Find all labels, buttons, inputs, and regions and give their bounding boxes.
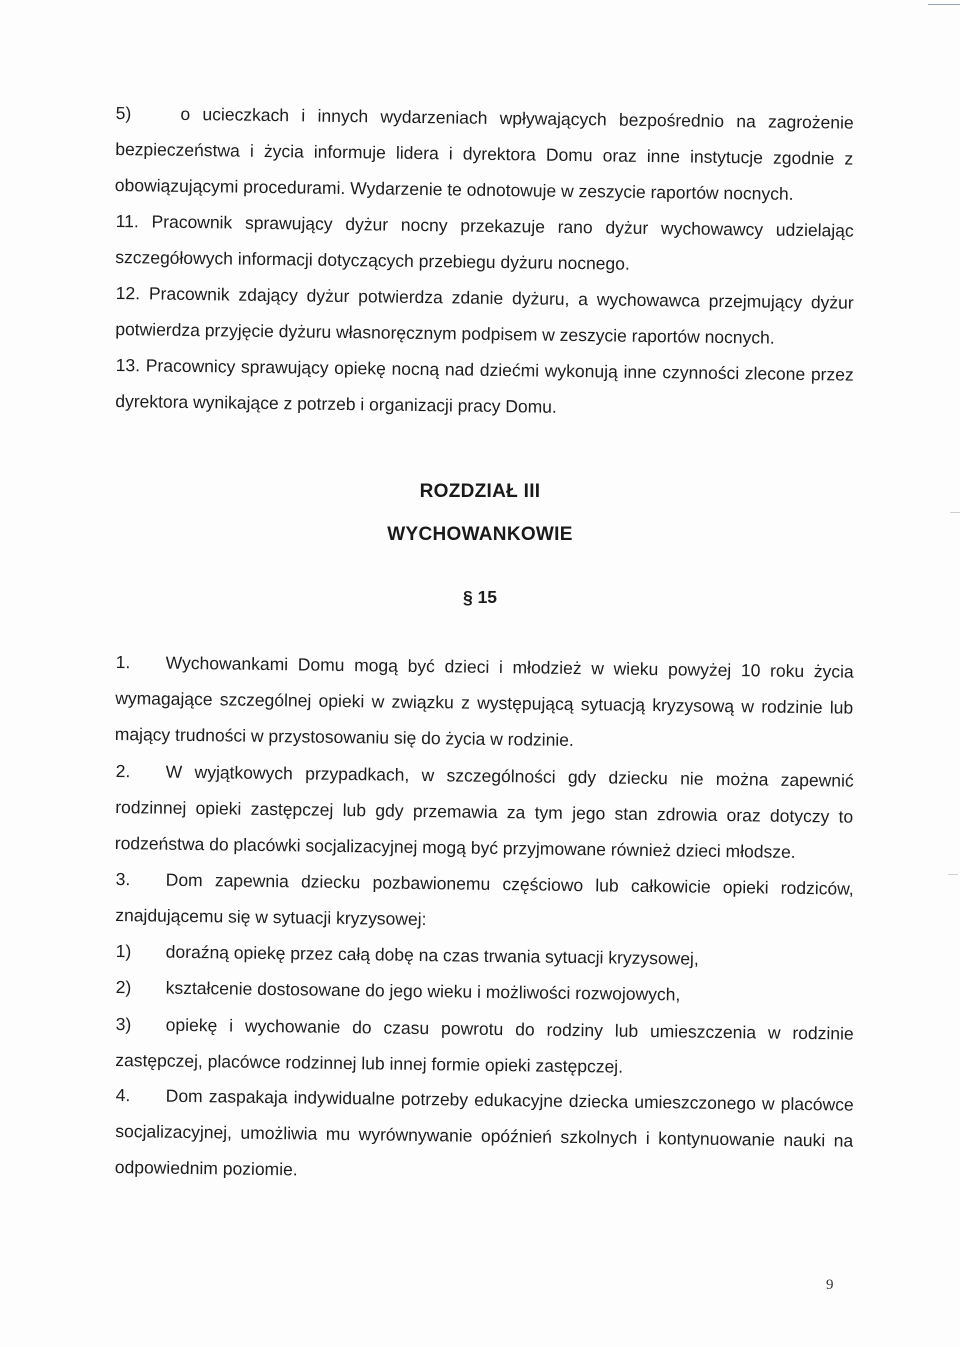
list-label: 3) xyxy=(115,1013,132,1035)
scan-edge-mark xyxy=(948,874,958,875)
paragraph-text: Dom zaspakaja indywidualne potrzeby edukacyjne dziecka umieszczonego w placówce socjalizacyjnej, umożliwia mu wyrównywanie opóźnień szkolnych i kontynuowanie nauki na odpowiednim poziomie. xyxy=(114,1085,854,1180)
list-text: opiekę i wychowanie do czasu powrotu do rodziny lub umieszczenia w rodzinie zastępczej, placówce rodzinnej lub innej formie opieki zastępczej. xyxy=(115,1014,854,1077)
list-item-3 xyxy=(115,1006,854,1088)
paragraph-text: Dom zapewnia dziecku pozbawionemu częściowo lub całkowicie opieki rodziców, znajdującemu się w sytuacji kryzysowej: xyxy=(115,869,854,930)
chapter-number: ROZDZIAŁ III xyxy=(419,481,541,502)
paragraph-label: 4. xyxy=(115,1084,131,1106)
paragraph-text: Wychowankami Domu mogą być dzieci i młodzież w wieku powyżej 10 roku życia wymagające szczególnej opieki w związku z występującą sytuacją kryzysową w rodzinie lub mający trudności w przystosowaniu się do życia w rodzinie. xyxy=(114,652,854,751)
paragraph-text: W wyjątkowych przypadkach, w szczególności gdy dziecku nie można zapewnić rodzinnej opieki zastępczej lub gdy przemawia za tym jego stan zdrowia oraz dotyczy to rodzeństwa do placówki socjalizacyjnej mogą być przyjmowane również dzieci młodsze. xyxy=(114,761,854,862)
item-12 xyxy=(115,275,854,357)
scan-edge-mark xyxy=(950,512,960,513)
paragraph-label: 1. xyxy=(115,651,131,673)
list-text: doraźną opiekę przez całą dobę na czas trwania sytuacji kryzysowej, xyxy=(165,941,699,969)
list-text: kształcenie dostosowane do jego wieku i możliwości rozwojowych, xyxy=(165,977,681,1005)
paragraph-2 xyxy=(115,753,854,871)
paragraph-3 xyxy=(115,861,854,943)
chapter-title: WYCHOWANKOWIE xyxy=(387,524,573,545)
paragraph-1 xyxy=(115,644,854,762)
page-number: 9 xyxy=(826,1277,834,1293)
item-13 xyxy=(115,347,854,429)
paragraph-label: 3. xyxy=(115,868,131,890)
item-11-text: 11. Pracownik sprawujący dyżur nocny przekazuje rano dyżur wychowawcy udzielając szczegółowych informacji dotyczących przebiegu dyżuru nocnego. xyxy=(115,210,854,274)
scan-edge-line xyxy=(928,4,960,5)
item-5 xyxy=(115,95,854,213)
paragraph-label: 2. xyxy=(115,760,131,782)
list-label: 1) xyxy=(115,940,132,962)
list-label: 2) xyxy=(115,976,132,998)
item-13-text: 13. Pracownicy sprawujący opiekę nocną nad dziećmi wykonują inne czynności zlecone przez dyrektora wynikające z potrzeb i organizacji pracy Domu. xyxy=(115,354,854,417)
item-12-text: 12. Pracownik zdający dyżur potwierdza zdanie dyżuru, a wychowawca przejmujący dyżur potwierdza przyjęcie dyżuru własnoręcznym podpisem w zeszycie raportów nocnych. xyxy=(115,282,854,348)
item-11 xyxy=(115,203,854,285)
item-5-text: 5) o ucieczkach i innych wydarzeniach wpływających bezpośrednio na zagrożenie bezpieczeństwa i życia informuje lidera i dyrektora Domu oraz inne instytucje zgodnie z obowiązującymi procedurami. Wydarzenie te odnotowuje w zeszycie raportów nocnych. xyxy=(114,102,854,204)
paragraph-4 xyxy=(115,1077,854,1195)
section-number: § 15 xyxy=(462,587,498,607)
